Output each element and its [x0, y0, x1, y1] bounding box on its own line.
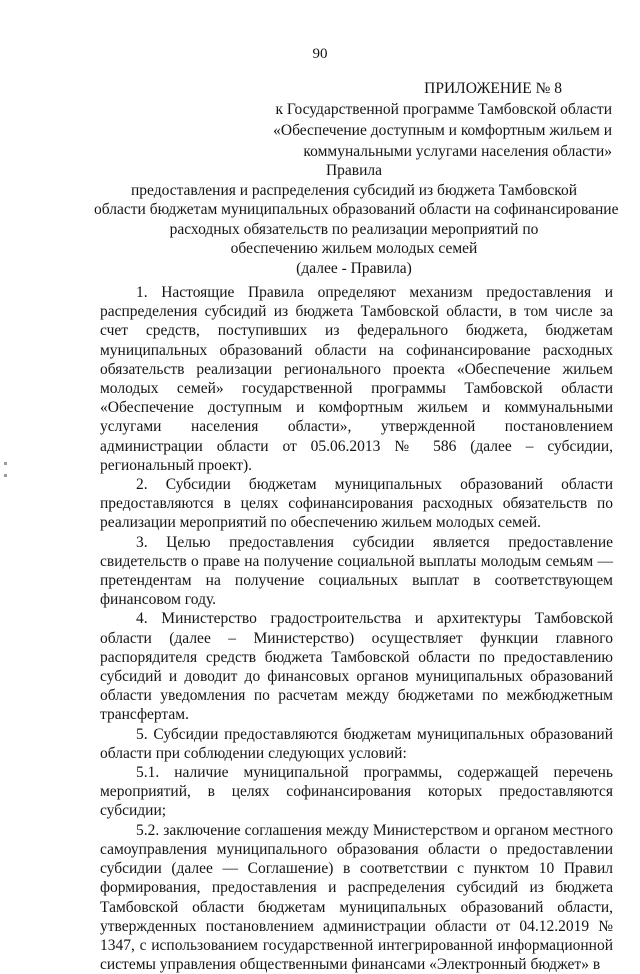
- appendix-heading: ПРИЛОЖЕНИЕ № 8: [424, 80, 562, 97]
- document-body: [100, 283, 613, 974]
- title-line-2: области бюджетам муниципальных образований области на софинансирование: [94, 201, 619, 219]
- appendix-line-1: к Государственной программе Тамбовской области: [275, 101, 612, 118]
- document-title: [94, 161, 619, 279]
- paragraph-1: 1. Настоящие Правила определяют механизм предоставления и распределения субсидий из бюджета Тамбовской области, в том числе за счет средств, поступивших из федерального бюджета, бюджетам муниципальных образований области на софинансирование расходных обязательств реализации регионального проекта «Обеспечение жильем молодых семей» государственной программы Тамбовской области «Обеспечение доступным и комфортным жильем и коммунальными услугами населения области», утвержденной постановлением администрации области от 05.06.2013 № 586 (далее – субсидии, региональный проект).: [100, 284, 613, 474]
- title-line-5: (далее - Правила): [296, 259, 412, 277]
- title-line-1: предоставления и распределения субсидий из бюджета Тамбовской: [130, 181, 578, 199]
- appendix-line-3: коммунальными услугами населения области»: [303, 143, 612, 160]
- paragraph-5-1: 5.1. наличие муниципальной программы, содержащей перечень мероприятий, в целях софинансирования которых предоставляются субсидии;: [100, 764, 613, 820]
- margin-scan-mark: [4, 474, 7, 477]
- appendix-header: [252, 78, 612, 162]
- paragraph-2: 2. Субсидии бюджетам муниципальных образований области предоставляются в целях софинансирования расходных обязательств по реализации мероприятий по обеспечению жильем молодых семей.: [100, 476, 613, 532]
- appendix-line-2: «Обеспечение доступным и комфортным жильем и: [273, 122, 612, 139]
- title-line-4: обеспечению жильем молодых семей: [230, 240, 478, 258]
- paragraph-5-2: 5.2. заключение соглашения между Министерством и органом местного самоуправления муниципального образования области о предоставлении субсидии (далее — Соглашение) в соответствии с пунктом 10 Правил формирования, предоставления и распределения субсидий из бюджета Тамбовской области бюджетам муниципальных образований области, утвержденных постановлением администрации области от 04.12.2019 № 1347, с использованием государственной интегрированной информационной системы управления общественными финансами «Электронный бюджет» в: [100, 821, 613, 974]
- paragraph-4: 4. Министерство градостроительства и архитектуры Тамбовской области (далее – Министерство) осуществляет функции главного распорядителя средств бюджета Тамбовской области по предоставлению субсидий и доводит до финансовых органов муниципальных образований области уведомления по расчетам между бюджетами по межбюджетным трансфертам.: [100, 610, 613, 724]
- paragraph-3: 3. Целью предоставления субсидии является предоставление свидетельств о праве на получение социальной выплаты молодым семьям — претендентам на получение социальных выплат в соответствующем финансовом году.: [100, 533, 613, 609]
- page-number: 90: [312, 46, 328, 62]
- margin-scan-mark: [4, 462, 7, 465]
- paragraph-5: 5. Субсидии предоставляются бюджетам муниципальных образований области при соблюдении следующих условий:: [100, 725, 613, 762]
- title-line-3: расходных обязательств по реализации мероприятий по: [169, 220, 539, 238]
- title-word: Правила: [325, 162, 383, 179]
